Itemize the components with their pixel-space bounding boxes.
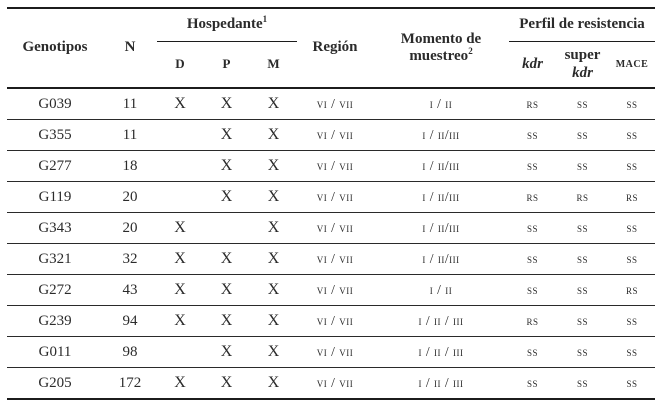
- table-body: [7, 88, 655, 399]
- n-cell: 98: [122, 343, 138, 360]
- mace-cell: rs: [626, 282, 639, 297]
- col-group-perfil: Perfil de resistencia: [509, 8, 655, 42]
- momento-cell: i / ii/iii: [422, 127, 460, 142]
- super-kdr-cell: ss: [576, 282, 588, 297]
- n-cell: 18: [122, 157, 138, 174]
- table-row: [7, 151, 655, 182]
- momento-cell: i / ii/iii: [422, 251, 460, 266]
- mace-cell: ss: [626, 220, 638, 235]
- super-kdr-cell: ss: [576, 344, 588, 359]
- kdr-cell: ss: [526, 282, 538, 297]
- genotype-cell: G355: [38, 126, 72, 143]
- table-row: [7, 182, 655, 213]
- host-d-cell: X: [174, 312, 186, 329]
- host-m-cell: X: [267, 281, 280, 298]
- genotype-cell: G205: [38, 374, 72, 391]
- table-row: [7, 244, 655, 275]
- table-row: [7, 306, 655, 337]
- region-cell: vi / vii: [316, 96, 354, 111]
- mace-cell: rs: [626, 189, 639, 204]
- momento-cell: i / ii / iii: [418, 375, 464, 390]
- n-cell: 94: [122, 312, 138, 329]
- kdr-cell: ss: [526, 375, 538, 390]
- genotype-cell: G039: [38, 95, 72, 112]
- kdr-cell: rs: [526, 189, 539, 204]
- kdr-cell: ss: [526, 251, 538, 266]
- col-header-super-kdr: [556, 42, 609, 89]
- n-cell: 172: [118, 374, 142, 391]
- host-m-cell: X: [267, 312, 280, 329]
- host-m-cell: X: [267, 374, 280, 391]
- genotype-cell: G272: [38, 281, 72, 298]
- momento-footnote-marker: 2: [468, 46, 473, 56]
- col-header-p: P: [203, 42, 250, 89]
- host-m-cell: X: [267, 188, 280, 205]
- momento-cell: i / ii: [429, 282, 453, 297]
- hospedante-footnote-marker: 1: [262, 14, 268, 25]
- host-p-cell: X: [220, 374, 233, 391]
- region-cell: vi / vii: [316, 189, 354, 204]
- host-m-cell: X: [267, 157, 280, 174]
- kdr-cell: ss: [526, 158, 538, 173]
- n-cell: 11: [122, 126, 138, 143]
- host-d-cell: X: [174, 250, 186, 267]
- host-d-cell: [157, 151, 203, 182]
- hospedante-label: Hospedante: [186, 16, 263, 33]
- momento-cell: i / ii / iii: [418, 344, 464, 359]
- super-kdr-cell: ss: [576, 220, 588, 235]
- super-kdr-cell: ss: [576, 158, 588, 173]
- host-d-cell: [157, 337, 203, 368]
- header-row-groups: [7, 8, 655, 42]
- host-m-cell: X: [267, 219, 280, 236]
- kdr-cell: ss: [526, 220, 538, 235]
- n-cell: 20: [122, 188, 138, 205]
- host-d-cell: X: [174, 281, 186, 298]
- genotype-cell: G321: [38, 250, 72, 267]
- host-p-cell: X: [220, 157, 233, 174]
- host-m-cell: X: [267, 95, 280, 112]
- super-kdr-cell: ss: [576, 127, 588, 142]
- kdr-cell: rs: [526, 313, 539, 328]
- table-row: [7, 88, 655, 120]
- mace-cell: ss: [626, 375, 638, 390]
- table-row: [7, 213, 655, 244]
- region-cell: vi / vii: [316, 313, 354, 328]
- genotype-cell: G011: [38, 343, 72, 360]
- col-header-n: N: [103, 8, 157, 88]
- region-cell: vi / vii: [316, 158, 354, 173]
- col-header-mace: mace: [609, 42, 655, 89]
- kdr-cell: ss: [526, 344, 538, 359]
- mace-cell: ss: [626, 158, 638, 173]
- col-header-region: Región: [297, 8, 373, 88]
- col-header-kdr: kdr: [509, 42, 556, 89]
- momento-line1: Momento de: [400, 30, 482, 47]
- host-d-cell: X: [174, 374, 186, 391]
- momento-cell: i / ii: [429, 96, 453, 111]
- super-kdr-line2: kdr: [572, 64, 593, 81]
- kdr-cell: ss: [526, 127, 538, 142]
- region-cell: vi / vii: [316, 282, 354, 297]
- host-p-cell: X: [220, 281, 233, 298]
- host-p-cell: X: [220, 126, 233, 143]
- host-d-cell: [157, 182, 203, 213]
- genotype-cell: G343: [38, 219, 72, 236]
- resistance-table: [7, 7, 655, 400]
- host-d-cell: X: [174, 219, 186, 236]
- table-row: [7, 337, 655, 368]
- mace-cell: ss: [626, 344, 638, 359]
- super-kdr-cell: ss: [576, 96, 588, 111]
- region-cell: vi / vii: [316, 220, 354, 235]
- region-cell: vi / vii: [316, 375, 354, 390]
- super-kdr-cell: ss: [576, 313, 588, 328]
- host-m-cell: X: [267, 250, 280, 267]
- col-header-d: D: [157, 42, 203, 89]
- mace-cell: ss: [626, 127, 638, 142]
- region-cell: vi / vii: [316, 344, 354, 359]
- n-cell: 32: [122, 250, 138, 267]
- mace-cell: ss: [626, 251, 638, 266]
- kdr-cell: rs: [526, 96, 539, 111]
- host-p-cell: X: [220, 250, 233, 267]
- host-p-cell: X: [220, 95, 233, 112]
- mace-cell: ss: [626, 96, 638, 111]
- super-kdr-cell: ss: [576, 375, 588, 390]
- mace-cell: ss: [626, 313, 638, 328]
- host-d-cell: X: [174, 95, 186, 112]
- col-header-m: M: [250, 42, 297, 89]
- genotype-cell: G239: [38, 312, 72, 329]
- super-kdr-line1: super: [564, 47, 601, 64]
- table-row: [7, 275, 655, 306]
- host-m-cell: X: [267, 126, 280, 143]
- host-p-cell: X: [220, 188, 233, 205]
- momento-line2: muestreo: [409, 48, 469, 64]
- n-cell: 20: [122, 219, 138, 236]
- n-cell: 11: [122, 95, 138, 112]
- host-m-cell: X: [267, 343, 280, 360]
- region-cell: vi / vii: [316, 127, 354, 142]
- super-kdr-cell: rs: [576, 189, 589, 204]
- host-d-cell: [157, 120, 203, 151]
- col-header-genotipos: Genotipos: [7, 8, 103, 88]
- genotype-cell: G277: [38, 157, 72, 174]
- table-row: [7, 120, 655, 151]
- super-kdr-cell: ss: [576, 251, 588, 266]
- momento-cell: i / ii / iii: [418, 313, 464, 328]
- host-p-cell: X: [220, 343, 233, 360]
- table-row: [7, 368, 655, 400]
- momento-cell: i / ii/iii: [422, 220, 460, 235]
- genotype-cell: G119: [38, 188, 72, 205]
- momento-cell: i / ii/iii: [422, 158, 460, 173]
- col-group-hospedante: [157, 8, 297, 42]
- host-p-cell: X: [220, 312, 233, 329]
- host-p-cell: [203, 213, 250, 244]
- n-cell: 43: [122, 281, 138, 298]
- col-header-momento: [373, 8, 509, 88]
- region-cell: vi / vii: [316, 251, 354, 266]
- momento-cell: i / ii/iii: [422, 189, 460, 204]
